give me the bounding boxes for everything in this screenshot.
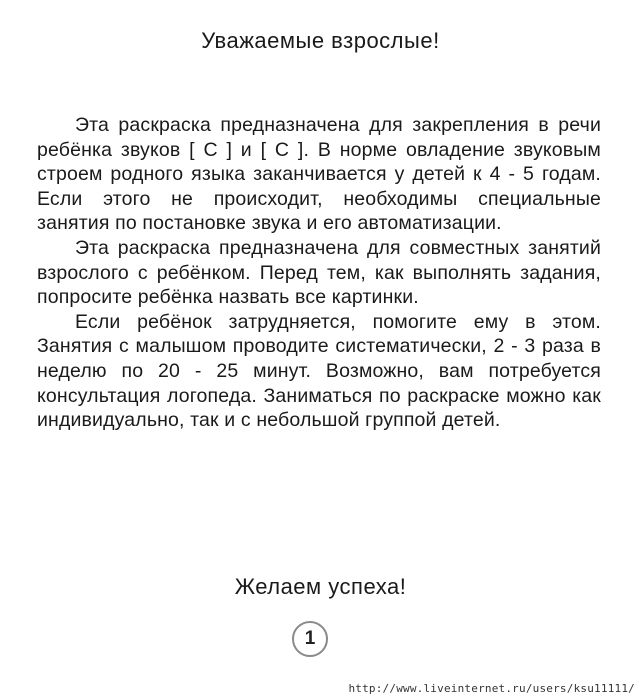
watermark-url: http://www.liveinternet.ru/users/ksu11111/ (348, 682, 635, 695)
page-number-badge: 1 (292, 621, 328, 657)
paragraph: Если ребёнок затрудняется, помогите ему в этом. Занятия с малышом проводите систематически, 2 - 3 раза в неделю по 20 - 25 минут. Возможно, вам потребуется консультация логопеда. Заниматься по раскраске можно как индивидуально, так и с небольшой группой детей. (37, 310, 601, 432)
page-title: Уважаемые взрослые! (201, 28, 440, 53)
closing-text: Желаем успеха! (234, 574, 407, 599)
body-text (37, 113, 601, 433)
paragraph: Эта раскраска предназначена для закрепления в речи ребёнка звуков [ С ] и [ С ]. В норме овладение звуковым строем родного языка заканчивается у детей к 4 - 5 годам. Если этого не происходит, необходимы специальные занятия по постановке звука и его автоматизации. (37, 114, 601, 235)
paragraph: Эта раскраска предназначена для совместных занятий взрослого с ребёнком. Перед тем, как выполнять задания, попросите ребёнка назвать все картинки. (37, 236, 601, 309)
